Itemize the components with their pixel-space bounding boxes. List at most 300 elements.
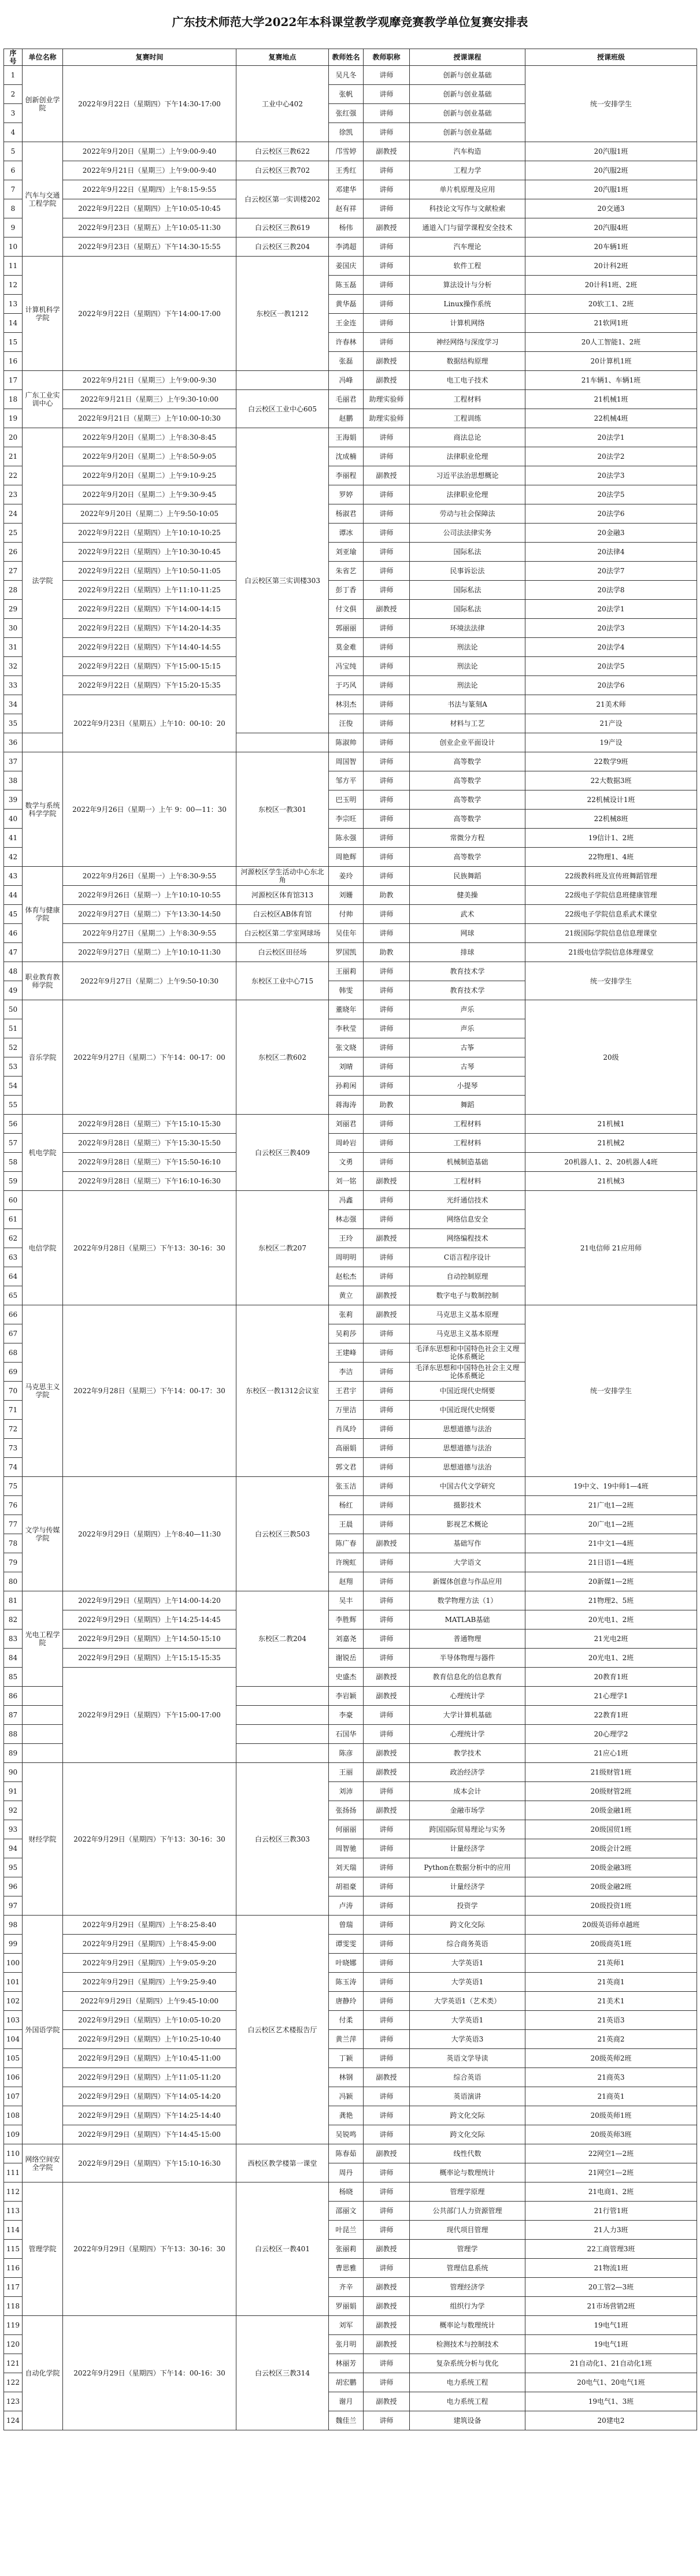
- cell-time: 2022年9月21日（星期三）上午10:00-10:30: [63, 409, 236, 428]
- cell-teacher: 冯宝纯: [329, 657, 364, 676]
- cell-time: 2022年9月22日（星期四）上午10:50-11:05: [63, 562, 236, 581]
- table-row: [4, 619, 697, 638]
- cell-teacher: 吴佳年: [329, 924, 364, 943]
- table-row: [4, 1916, 697, 1935]
- cell-time: 2022年9月27日（星期二）下午13:30-14:50: [63, 905, 236, 924]
- cell-no: 39: [4, 790, 23, 810]
- table-row: [4, 1630, 697, 1649]
- cell-rank: 讲师: [364, 1515, 410, 1534]
- cell-rank: 讲师: [364, 2373, 410, 2392]
- cell-no: 95: [4, 1858, 23, 1877]
- cell-no: 87: [4, 1706, 23, 1725]
- cell-no: 79: [4, 1553, 23, 1572]
- cell-rank: 副教授: [364, 1305, 410, 1324]
- cell-course: 网球: [410, 924, 525, 943]
- table-row: [4, 409, 697, 428]
- table-row: [4, 905, 697, 924]
- cell-place: 白云校区田径场: [236, 943, 329, 962]
- cell-no: 17: [4, 371, 23, 390]
- cell-place: 西校区教学楼第一课堂: [236, 2144, 329, 2182]
- cell-time: 2022年9月29日（星期四）上午10:05-10:20: [63, 2011, 236, 2030]
- cell-class: 21应心1班: [525, 1744, 697, 1763]
- cell-course: 国际私法: [410, 543, 525, 562]
- cell-place: [236, 1725, 329, 1744]
- cell-teacher: 杨伟: [329, 218, 364, 237]
- cell-course: 民事诉讼法: [410, 562, 525, 581]
- cell-no: 72: [4, 1420, 23, 1439]
- cell-rank: 讲师: [364, 829, 410, 848]
- cell-time: 2022年9月28日（星期三）下午15:10-15:30: [63, 1115, 236, 1134]
- cell-no: 43: [4, 867, 23, 886]
- table-row: [4, 638, 697, 657]
- cell-no: 38: [4, 771, 23, 790]
- cell-class: 22级电子学院信息系武术课堂: [525, 905, 697, 924]
- cell-teacher: 赵松杰: [329, 1267, 364, 1286]
- cell-class: 22机械8班: [525, 810, 697, 829]
- table-row: [4, 161, 697, 180]
- cell-course: 中国近现代史纲要: [410, 1401, 525, 1420]
- cell-time: 2022年9月22日（星期四）下午14:00-14:15: [63, 600, 236, 619]
- cell-time: 2022年9月29日（星期四）下午14：00-16：30: [63, 2316, 236, 2430]
- cell-place: 工业中心402: [236, 66, 329, 142]
- cell-course: 机械制造基础: [410, 1153, 525, 1172]
- cell-rank: 讲师: [364, 1153, 410, 1172]
- cell-time: 2022年9月29日（星期四）上午14:00-14:20: [63, 1591, 236, 1610]
- cell-rank: 助理实验师: [364, 409, 410, 428]
- cell-class: 21中文1—4班: [525, 1534, 697, 1553]
- cell-rank: 副教授: [364, 218, 410, 237]
- table-row: [4, 2106, 697, 2125]
- cell-rank: 副教授: [364, 600, 410, 619]
- cell-class: 22网空1—2班: [525, 2144, 697, 2163]
- table-row: [4, 2182, 697, 2202]
- cell-no: 25: [4, 524, 23, 543]
- cell-no: 85: [4, 1668, 23, 1687]
- cell-unit: 管理学院: [23, 2182, 63, 2316]
- cell-class: 20级英师2班: [525, 2049, 697, 2068]
- table-row: [4, 695, 697, 714]
- cell-no: 75: [4, 1477, 23, 1496]
- cell-course: 思想道德与法治: [410, 1458, 525, 1477]
- cell-no: 104: [4, 2030, 23, 2049]
- cell-unit: 财经学院: [23, 1763, 63, 1916]
- cell-no: 84: [4, 1649, 23, 1668]
- cell-time: 2022年9月28日（星期三）下午15:30-15:50: [63, 1134, 236, 1153]
- cell-time: 2022年9月26日（星期一）上午10:10-10:55: [63, 886, 236, 905]
- cell-no: 9: [4, 218, 23, 237]
- cell-class: 20光电1、2班: [525, 1649, 697, 1668]
- cell-course: 工程材料: [410, 390, 525, 409]
- cell-rank: 讲师: [364, 199, 410, 218]
- cell-teacher: 卢涛: [329, 1896, 364, 1916]
- cell-rank: 讲师: [364, 257, 410, 276]
- cell-no: 37: [4, 752, 23, 771]
- cell-rank: 副教授: [364, 371, 410, 390]
- cell-rank: 副教授: [364, 1172, 410, 1191]
- cell-teacher: 徐凯: [329, 123, 364, 142]
- cell-teacher: 吴锐鸣: [329, 2125, 364, 2144]
- cell-course: 跨国国际贸易理论与实务: [410, 1820, 525, 1839]
- cell-course: 数据结构原理: [410, 352, 525, 371]
- cell-teacher: 赵有祥: [329, 199, 364, 218]
- cell-course: 习近平法治思想概论: [410, 466, 525, 485]
- cell-unit: [23, 1706, 63, 1725]
- cell-class: 22机械设计1班: [525, 790, 697, 810]
- cell-course: 投资学: [410, 1896, 525, 1916]
- cell-course: 组织行为学: [410, 2297, 525, 2316]
- cell-time: 2022年9月20日（星期二）上午9:30-9:45: [63, 485, 236, 504]
- cell-no: 111: [4, 2163, 23, 2182]
- cell-rank: 讲师: [364, 733, 410, 752]
- cell-teacher: 林志强: [329, 1210, 364, 1229]
- cell-place: 白云校区第二学室网球场: [236, 924, 329, 943]
- cell-teacher: 朱省艺: [329, 562, 364, 581]
- cell-class: 20金融3: [525, 524, 697, 543]
- cell-rank: 讲师: [364, 1610, 410, 1630]
- cell-no: 7: [4, 180, 23, 199]
- cell-teacher: 曾瑞: [329, 1916, 364, 1935]
- cell-teacher: 周国智: [329, 752, 364, 771]
- cell-rank: 讲师: [364, 447, 410, 466]
- cell-teacher: 刘天瑞: [329, 1858, 364, 1877]
- cell-course: 法律职业伦理: [410, 485, 525, 504]
- cell-teacher: 谭雯雯: [329, 1935, 364, 1954]
- cell-rank: 副教授: [364, 2240, 410, 2259]
- table-row: [4, 1477, 697, 1496]
- cell-no: 82: [4, 1610, 23, 1630]
- table-row: [4, 257, 697, 276]
- cell-unit: [23, 1687, 63, 1706]
- table-row: [4, 1172, 697, 1191]
- cell-teacher: 付柔: [329, 2011, 364, 2030]
- table-row: [4, 1668, 697, 1687]
- cell-no: 121: [4, 2354, 23, 2373]
- cell-time: 2022年9月29日（星期四）下午14:45-15:00: [63, 2125, 236, 2144]
- cell-rank: 讲师: [364, 276, 410, 295]
- table-row: [4, 371, 697, 390]
- cell-class: 19产设: [525, 733, 697, 752]
- cell-course: 英语演讲: [410, 2087, 525, 2106]
- cell-rank: 副教授: [364, 2335, 410, 2354]
- cell-no: 33: [4, 676, 23, 695]
- cell-no: 30: [4, 619, 23, 638]
- cell-no: 35: [4, 714, 23, 733]
- cell-course: 教育技术学: [410, 981, 525, 1000]
- cell-class: 统一安排学生: [525, 66, 697, 142]
- cell-course: 神经网络与深度学习: [410, 333, 525, 352]
- cell-course: 小提琴: [410, 1077, 525, 1096]
- cell-class: 20教育1班: [525, 1668, 697, 1687]
- table-row: [4, 504, 697, 524]
- table-row: [4, 1610, 697, 1630]
- cell-teacher: 张丽莉: [329, 2240, 364, 2259]
- cell-class: 21机械1: [525, 1115, 697, 1134]
- cell-rank: 讲师: [364, 962, 410, 981]
- cell-course: 工程材料: [410, 1115, 525, 1134]
- cell-no: 76: [4, 1496, 23, 1515]
- cell-rank: 讲师: [364, 123, 410, 142]
- cell-class: 20汽服4班: [525, 218, 697, 237]
- cell-time: 2022年9月27日（星期二）下午14：00-17：00: [63, 1000, 236, 1115]
- cell-rank: 副教授: [364, 1763, 410, 1782]
- cell-course: 数学物理方法（1）: [410, 1591, 525, 1610]
- cell-teacher: 王君宇: [329, 1382, 364, 1401]
- cell-teacher: 张扬扬: [329, 1801, 364, 1820]
- cell-unit: 外国语学院: [23, 1916, 63, 2144]
- cell-no: 6: [4, 161, 23, 180]
- cell-rank: 讲师: [364, 1057, 410, 1077]
- cell-no: 113: [4, 2202, 23, 2221]
- cell-class: 21英商2: [525, 2030, 697, 2049]
- cell-class: 22机械4班: [525, 409, 697, 428]
- cell-teacher: 赵翔: [329, 1572, 364, 1591]
- cell-time: 2022年9月22日（星期四）上午10:05-10:45: [63, 199, 236, 218]
- cell-rank: 讲师: [364, 1973, 410, 1992]
- cell-teacher: 许琬虹: [329, 1553, 364, 1572]
- cell-course: 刑法论: [410, 638, 525, 657]
- cell-teacher: 周智驰: [329, 1839, 364, 1858]
- table-row: [4, 1191, 697, 1210]
- cell-class: 21机械3: [525, 1172, 697, 1191]
- cell-teacher: 罗婷: [329, 485, 364, 504]
- cell-place: 白云校区三教409: [236, 1115, 329, 1191]
- cell-no: 20: [4, 428, 23, 447]
- cell-class: 21级财管1班: [525, 1763, 697, 1782]
- cell-class: 21英商1: [525, 1973, 697, 1992]
- cell-rank: 讲师: [364, 1725, 410, 1744]
- cell-no: 62: [4, 1229, 23, 1248]
- cell-rank: 副教授: [364, 352, 410, 371]
- cell-time: 2022年9月22日（星期四）下午15:00-15:15: [63, 657, 236, 676]
- cell-course: 常微分方程: [410, 829, 525, 848]
- cell-teacher: 许春林: [329, 333, 364, 352]
- cell-course: 劳动与社会保障法: [410, 504, 525, 524]
- cell-no: 117: [4, 2278, 23, 2297]
- cell-no: 3: [4, 104, 23, 123]
- cell-course: 自动控制原理: [410, 1267, 525, 1286]
- cell-class: 19电气1班: [525, 2335, 697, 2354]
- cell-class: 21英师1: [525, 1954, 697, 1973]
- table-row: [4, 543, 697, 562]
- cell-class: 20级投资1班: [525, 1896, 697, 1916]
- cell-unit: 汽车与交通工程学院: [23, 142, 63, 257]
- cell-course: 民族舞蹈: [410, 867, 525, 886]
- cell-course: 创新与创业基础: [410, 123, 525, 142]
- cell-class: 21车辆1、车辆1班: [525, 371, 697, 390]
- cell-no: 98: [4, 1916, 23, 1935]
- cell-no: 14: [4, 314, 23, 333]
- cell-unit: 机电学院: [23, 1115, 63, 1191]
- header-rank: 教师职称: [364, 49, 410, 66]
- table-row: [4, 2049, 697, 2068]
- cell-class: 20电气1、20电气1班: [525, 2373, 697, 2392]
- cell-no: 114: [4, 2221, 23, 2240]
- cell-course: 科技论文写作与文献检索: [410, 199, 525, 218]
- cell-course: 工程训练: [410, 409, 525, 428]
- cell-class: 22级电子学院信息班健康管理: [525, 886, 697, 905]
- cell-rank: 讲师: [364, 2030, 410, 2049]
- cell-class: 21物理2、5班: [525, 1591, 697, 1610]
- cell-no: 15: [4, 333, 23, 352]
- cell-place: 东校区二教204: [236, 1591, 329, 1687]
- cell-teacher: 张玉洁: [329, 1477, 364, 1496]
- cell-time: 2022年9月28日（星期三）下午16:10-16:30: [63, 1172, 236, 1191]
- cell-rank: 讲师: [364, 2259, 410, 2278]
- table-row: [4, 199, 697, 218]
- cell-class: 20法学3: [525, 619, 697, 638]
- cell-time: 2022年9月27日（星期二）上午9:50-10:30: [63, 962, 236, 1000]
- cell-course: 新媒体创意与作品应用: [410, 1572, 525, 1591]
- cell-rank: 讲师: [364, 2011, 410, 2030]
- cell-course: 单片机原理及应用: [410, 180, 525, 199]
- table-row: [4, 1153, 697, 1172]
- cell-class: 21美术1: [525, 1992, 697, 2011]
- cell-course: 毛泽东思想和中国特色社会主义理论体系概论: [410, 1343, 525, 1363]
- cell-course: 概率论与数理统计: [410, 2316, 525, 2335]
- cell-rank: 讲师: [364, 543, 410, 562]
- cell-class: 19电气1班: [525, 2316, 697, 2335]
- cell-teacher: 王晨: [329, 1515, 364, 1534]
- cell-course: 跨文化交际: [410, 1916, 525, 1935]
- cell-time: 2022年9月29日（星期四）上午14:50-15:10: [63, 1630, 236, 1649]
- cell-teacher: 张莉: [329, 1305, 364, 1324]
- table-row: [4, 485, 697, 504]
- cell-no: 73: [4, 1439, 23, 1458]
- cell-rank: 讲师: [364, 1439, 410, 1458]
- cell-course: 古筝: [410, 1038, 525, 1057]
- cell-no: 69: [4, 1363, 23, 1382]
- header-time: 复赛时间: [63, 49, 236, 66]
- cell-teacher: 叶昆兰: [329, 2221, 364, 2240]
- cell-place: 白云校区艺术楼报告厅: [236, 1916, 329, 2144]
- cell-teacher: 吴凡冬: [329, 66, 364, 85]
- cell-class: 21电信师 21应用师: [525, 1191, 697, 1305]
- cell-unit: 创新创业学院: [23, 66, 63, 142]
- cell-teacher: 刘姗: [329, 886, 364, 905]
- cell-teacher: 杨淑君: [329, 504, 364, 524]
- cell-no: 21: [4, 447, 23, 466]
- cell-course: 大学英语1（艺术类）: [410, 1992, 525, 2011]
- cell-place: 东校区一教1312会议室: [236, 1305, 329, 1477]
- cell-teacher: 周丹: [329, 2163, 364, 2182]
- cell-class: 20法学1: [525, 600, 697, 619]
- table-row: [4, 2125, 697, 2144]
- cell-teacher: 李岩颖: [329, 1687, 364, 1706]
- cell-teacher: 赵鹏: [329, 409, 364, 428]
- cell-time: 2022年9月22日（星期四）上午10:30-10:45: [63, 543, 236, 562]
- cell-course: 毛泽东思想和中国特色社会主义理论体系概论: [410, 1363, 525, 1382]
- cell-no: 67: [4, 1324, 23, 1343]
- cell-no: 48: [4, 962, 23, 981]
- cell-teacher: 谢月: [329, 2392, 364, 2411]
- cell-teacher: 冯峰: [329, 371, 364, 390]
- cell-place: 白云校区三教503: [236, 1477, 329, 1591]
- cell-teacher: 王玲: [329, 1229, 364, 1248]
- cell-class: 22大数据3班: [525, 771, 697, 790]
- cell-course: Python在数据分析中的应用: [410, 1858, 525, 1877]
- cell-rank: 讲师: [364, 1191, 410, 1210]
- cell-time: 2022年9月23日（星期五）下午14:30-15:55: [63, 237, 236, 257]
- cell-no: 70: [4, 1382, 23, 1401]
- cell-place: [236, 1744, 329, 1763]
- cell-class: 20法学5: [525, 657, 697, 676]
- cell-teacher: 刘沛: [329, 1782, 364, 1801]
- cell-no: 118: [4, 2297, 23, 2316]
- cell-time: 2022年9月29日（星期四）下午14:25-14:40: [63, 2106, 236, 2125]
- cell-rank: 讲师: [364, 981, 410, 1000]
- cell-rank: 讲师: [364, 1630, 410, 1649]
- cell-course: 网络编程技术: [410, 1229, 525, 1248]
- cell-rank: 讲师: [364, 504, 410, 524]
- cell-course: 建筑设备: [410, 2411, 525, 2430]
- cell-rank: 讲师: [364, 581, 410, 600]
- cell-class: 统一安排学生: [525, 962, 697, 1000]
- cell-course: 跨文化交际: [410, 2106, 525, 2125]
- cell-class: 20计科1班、2班: [525, 276, 697, 295]
- cell-course: 材料与工艺: [410, 714, 525, 733]
- cell-time: 2022年9月29日（星期四）上午15:15-15:35: [63, 1649, 236, 1668]
- cell-teacher: 刘晴: [329, 1057, 364, 1077]
- cell-class: 21物流1班: [525, 2259, 697, 2278]
- cell-class: 20法学1: [525, 428, 697, 447]
- cell-teacher: 蒋海涛: [329, 1096, 364, 1115]
- cell-teacher: 魏佳兰: [329, 2411, 364, 2430]
- cell-course: 大学英语1: [410, 1954, 525, 1973]
- cell-course: 国际私法: [410, 600, 525, 619]
- cell-course: 商法总论: [410, 428, 525, 447]
- cell-teacher: 叶晓娜: [329, 1954, 364, 1973]
- cell-class: 20光电1、2班: [525, 1610, 697, 1630]
- cell-course: 书法与篆刻A: [410, 695, 525, 714]
- cell-rank: 讲师: [364, 2125, 410, 2144]
- cell-class: 20交通3: [525, 199, 697, 218]
- cell-no: 8: [4, 199, 23, 218]
- cell-rank: 助教: [364, 1096, 410, 1115]
- cell-place: [236, 733, 329, 752]
- cell-rank: 讲师: [364, 1649, 410, 1668]
- table-row: [4, 943, 697, 962]
- cell-course: 跨文化交际: [410, 2125, 525, 2144]
- cell-rank: 讲师: [364, 2354, 410, 2373]
- cell-teacher: 于巧风: [329, 676, 364, 695]
- cell-teacher: 姜国庆: [329, 257, 364, 276]
- cell-rank: 讲师: [364, 1115, 410, 1134]
- cell-time: 2022年9月22日（星期四）下午14:00-17:00: [63, 257, 236, 371]
- cell-course: 算法设计与分析: [410, 276, 525, 295]
- table-row: [4, 2144, 697, 2163]
- cell-time: 2022年9月28日（星期三）下午13：30-16：30: [63, 1191, 236, 1305]
- cell-rank: 讲师: [364, 2106, 410, 2125]
- table-row: [4, 237, 697, 257]
- cell-class: 20法学3: [525, 466, 697, 485]
- table-row: [4, 180, 697, 199]
- cell-rank: 讲师: [364, 1401, 410, 1420]
- cell-teacher: 王秀红: [329, 161, 364, 180]
- cell-class: 20广电1—2班: [525, 1515, 697, 1534]
- cell-course: 中国古代文学研究: [410, 1477, 525, 1496]
- cell-course: 高等数学: [410, 771, 525, 790]
- cell-no: 74: [4, 1458, 23, 1477]
- cell-no: 88: [4, 1725, 23, 1744]
- cell-course: 复杂系统分析与优化: [410, 2354, 525, 2373]
- cell-time: 2022年9月20日（星期二）上午8:30-8:45: [63, 428, 236, 447]
- cell-unit: 文学与传媒学院: [23, 1477, 63, 1591]
- cell-class: 22数学9班: [525, 752, 697, 771]
- cell-teacher: 冯鑫: [329, 1191, 364, 1210]
- cell-teacher: 唐静玲: [329, 1992, 364, 2011]
- cell-rank: 讲师: [364, 314, 410, 333]
- cell-teacher: 刘军: [329, 2316, 364, 2335]
